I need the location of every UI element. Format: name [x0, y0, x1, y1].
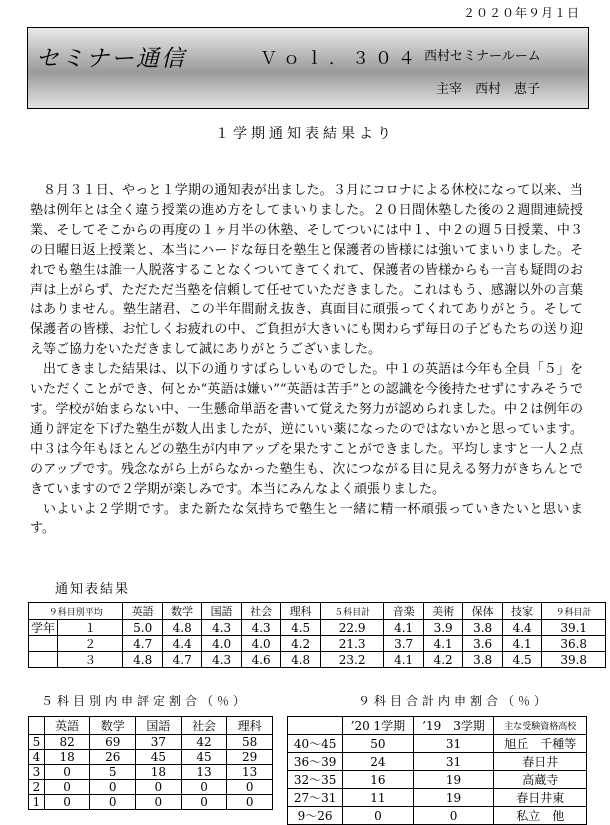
grade-cell: ３ [29, 652, 123, 668]
paragraph: ８月３１日、やっと１学期の通知表が出ました。３月にコロナによる休校になって以来、当塾は例年とは全く違う授業の進め方をしてまいりました。２０日間休塾した後の２週間連続授業、そしてそこからの再度の１ヶ月半の休塾、そしてついには中１、中２の週５日授業、中３の日曜日返上授業と、本当にハードな毎日を塾生と保護者の皆様には強いてまいりました。それでも塾生は誰一人脱落することなくついてきてくれて、保護者の皆様からも一言も疑問のお声は上がらず、ただただ当塾を信頼して任せていただきました。これはもう、感謝以外の言葉はありません。塾生諸君、この半年間耐え抜き、真面目に頑張ってくれてありがとう。そして保護者の皆様、お忙しくお疲れの中、ご負担が大きいにも関わらず毎日の子どもたちの送り迎え等ご協力をいただきまして誠にありがとうございました。 [30, 183, 583, 358]
total-ratio-table [287, 716, 587, 825]
section-title: １学期通知表結果より [215, 126, 395, 142]
results-title: 通知表結果 [55, 582, 131, 597]
row-header-label: 学年 [30, 621, 55, 635]
table-row: ２ 4.7 4.4 4.0 4.0 4.2 21.3 3.7 4.1 3.6 4.1 36.8 [29, 636, 606, 652]
column-header: 社会 [241, 603, 280, 620]
table-row: 4 18 26 45 45 29 [29, 750, 273, 765]
table-row: 3 0 5 18 13 13 [29, 765, 273, 780]
column-header: 保体 [463, 603, 502, 620]
owner-name: 主宰 西村 恵子 [436, 82, 541, 97]
paragraph: 出てきました結果は、以下の通りすばらしいものでした。中１の英語は今年も全員「５」をいただくことができ、何とか“英語は嫌い”“英語は苦手”との認識を今後持たせずにすみそうです。学校が始まらない中、一生懸命単語を書いて覚えた努力が認められました。中２は例年の通り評定を下げた塾生が数人出ましたが、逆にいい薬になったのではないかと思っています。中３は今年もほとんどの塾生が内申アップを果たすことができました。平均しますと一人２点のアップです。残念ながら上がらなかった塾生も、次につながる目に見える努力がきちんとできていますので２学期が楽しみです。本当にみんなよく頑張りました。 [30, 362, 583, 497]
column-header: 英語 [44, 717, 90, 735]
column-header: 社会 [181, 717, 227, 735]
grade-cell: 学年 １ [29, 620, 123, 636]
column-header: ９科目計 [542, 603, 606, 620]
column-header: 国語 [136, 717, 182, 735]
table-corner: ９科目別平均 [29, 603, 123, 620]
column-header [29, 717, 45, 735]
column-header: ’19 3学期 [413, 717, 494, 735]
paragraph: いよいよ２学期です。また新たな気持ちで塾生と一緒に精一杯頑張っていきたいと思います。 [30, 501, 583, 537]
column-header: 国語 [202, 603, 241, 620]
column-header: 数学 [90, 717, 136, 735]
volume-number: Ｖｏｌ．３０４ [260, 49, 421, 69]
column-header [288, 717, 343, 735]
table-row: 2 0 0 0 0 0 [29, 780, 273, 795]
column-header: 理科 [227, 717, 273, 735]
column-header: 音楽 [384, 603, 423, 620]
column-header: 美術 [423, 603, 462, 620]
column-header: ５科目計 [320, 603, 384, 620]
column-header: 理科 [281, 603, 320, 620]
table-row: ３ 4.8 4.7 4.3 4.6 4.8 23.2 4.1 4.2 3.8 4.5 39.8 [29, 652, 606, 668]
table-row: 32～35 16 19 高蔵寺 [288, 771, 587, 789]
issue-date: ２０２０年９月１日 [462, 6, 580, 20]
grade-cell: ２ [29, 636, 123, 652]
column-header: 技家 [502, 603, 541, 620]
table-row: 5 82 69 37 42 58 [29, 735, 273, 750]
table-row: 1 0 0 0 0 0 [29, 795, 273, 810]
newsletter-header [27, 27, 589, 109]
column-header: ’20 1学期 [343, 717, 413, 735]
table-row: 学年 １ 5.0 4.8 4.3 4.3 4.5 22.9 4.1 3.9 3.8 4.4 39.1 [29, 620, 606, 636]
table-row: 40～45 50 31 旭丘 千種等 [288, 735, 587, 753]
article-body [30, 181, 583, 539]
organization-name: 西村セミナールーム [424, 49, 541, 64]
subject-ratio-table [28, 716, 273, 810]
column-header: 主な受験資格高校 [494, 717, 587, 735]
table-row: 36～39 24 31 春日井 [288, 753, 587, 771]
grade-average-table [28, 602, 606, 668]
total-ratio-title: ９科目合計内申割合（％） [358, 694, 551, 708]
table-row: 9～26 0 0 私立 他 [288, 807, 587, 825]
table-row: 27～31 11 19 春日井東 [288, 789, 587, 807]
newsletter-title: セミナー通信 [36, 46, 186, 72]
column-header: 数学 [162, 603, 201, 620]
column-header: 英語 [123, 603, 162, 620]
subject-ratio-title: ５科目別内申評定割合（％） [41, 694, 250, 708]
